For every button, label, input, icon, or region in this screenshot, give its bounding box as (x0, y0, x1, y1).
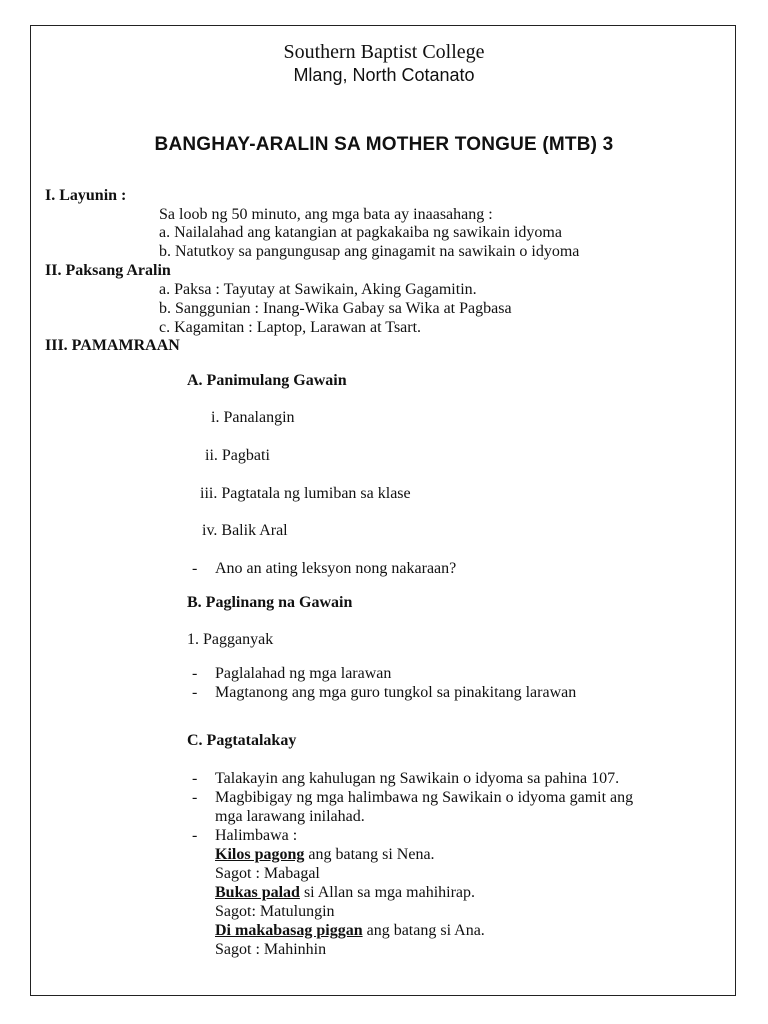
bullet-dash: - (192, 789, 198, 806)
section-c-bullet-2-line-1: Magbibigay ng mga halimbawa ng Sawikain o idyoma gamit ang (215, 789, 634, 806)
bullet-dash: - (192, 560, 198, 577)
example-3-sentence: ang batang si Ana. (362, 922, 485, 939)
example-2 (215, 883, 475, 902)
paksang-aralin-c: c. Kagamitan : Laptop, Larawan at Tsart. (159, 319, 422, 336)
document-title: BANGHAY-ARALIN SA MOTHER TONGUE (MTB) 3 (154, 134, 614, 155)
example-1-answer: Sagot : Mabagal (215, 865, 320, 882)
section-a-item-iii: iii. Pagtatala ng lumiban sa klase (200, 485, 411, 502)
example-3 (215, 921, 485, 940)
paksang-aralin-heading: II. Paksang Aralin (45, 262, 171, 279)
layunin-heading: I. Layunin : (45, 187, 127, 204)
section-a-item-iv: iv. Balik Aral (202, 522, 288, 539)
section-b-bullet-1: Paglalahad ng mga larawan (215, 665, 392, 682)
section-b-item-1: 1. Pagganyak (187, 631, 274, 648)
layunin-b: b. Natutkoy sa pangungusap ang ginagamit na sawikain o idyoma (159, 243, 580, 260)
school-name: Southern Baptist College (283, 41, 485, 63)
paksang-aralin-a: a. Paksa : Tayutay at Sawikain, Aking Gagamitin. (159, 281, 477, 298)
section-b-bullet-2: Magtanong ang mga guro tungkol sa pinakitang larawan (215, 684, 577, 701)
example-1-idiom: Kilos pagong (215, 846, 305, 863)
paksang-aralin-b: b. Sanggunian : Inang-Wika Gabay sa Wika at Pagbasa (159, 300, 512, 317)
example-2-sentence: si Allan sa mga mahihirap. (299, 884, 476, 901)
pamamaraan-heading: III. PAMAMRAAN (45, 337, 180, 354)
example-2-idiom: Bukas palad (215, 884, 300, 901)
bullet-dash: - (192, 665, 198, 682)
example-3-idiom: Di makabasag piggan (215, 922, 363, 939)
section-a-item-i: i. Panalangin (211, 409, 295, 426)
section-b-heading: B. Paglinang na Gawain (187, 594, 353, 611)
section-c-bullet-1: Talakayin ang kahulugan ng Sawikain o idyoma sa pahina 107. (215, 770, 620, 787)
example-1-sentence: ang batang si Nena. (304, 846, 435, 863)
example-2-answer: Sagot: Matulungin (215, 903, 335, 920)
section-c-heading: C. Pagtatalakay (187, 732, 297, 749)
bullet-dash: - (192, 827, 198, 844)
layunin-intro: Sa loob ng 50 minuto, ang mga bata ay inaasahang : (159, 206, 493, 223)
section-a-question: Ano an ating leksyon nong nakaraan? (215, 560, 457, 577)
example-1 (215, 845, 435, 864)
bullet-dash: - (192, 684, 198, 701)
section-a-heading: A. Panimulang Gawain (187, 372, 347, 389)
school-location: Mlang, North Cotanato (293, 65, 475, 85)
section-a-item-ii: ii. Pagbati (205, 447, 270, 464)
example-3-answer: Sagot : Mahinhin (215, 941, 327, 958)
layunin-a: a. Nailalahad ang katangian at pagkakaiba ng sawikain idyoma (159, 224, 562, 241)
bullet-dash: - (192, 770, 198, 787)
section-c-bullet-3: Halimbawa : (215, 827, 298, 844)
section-c-bullet-2-line-2: mga larawang inilahad. (215, 808, 365, 825)
